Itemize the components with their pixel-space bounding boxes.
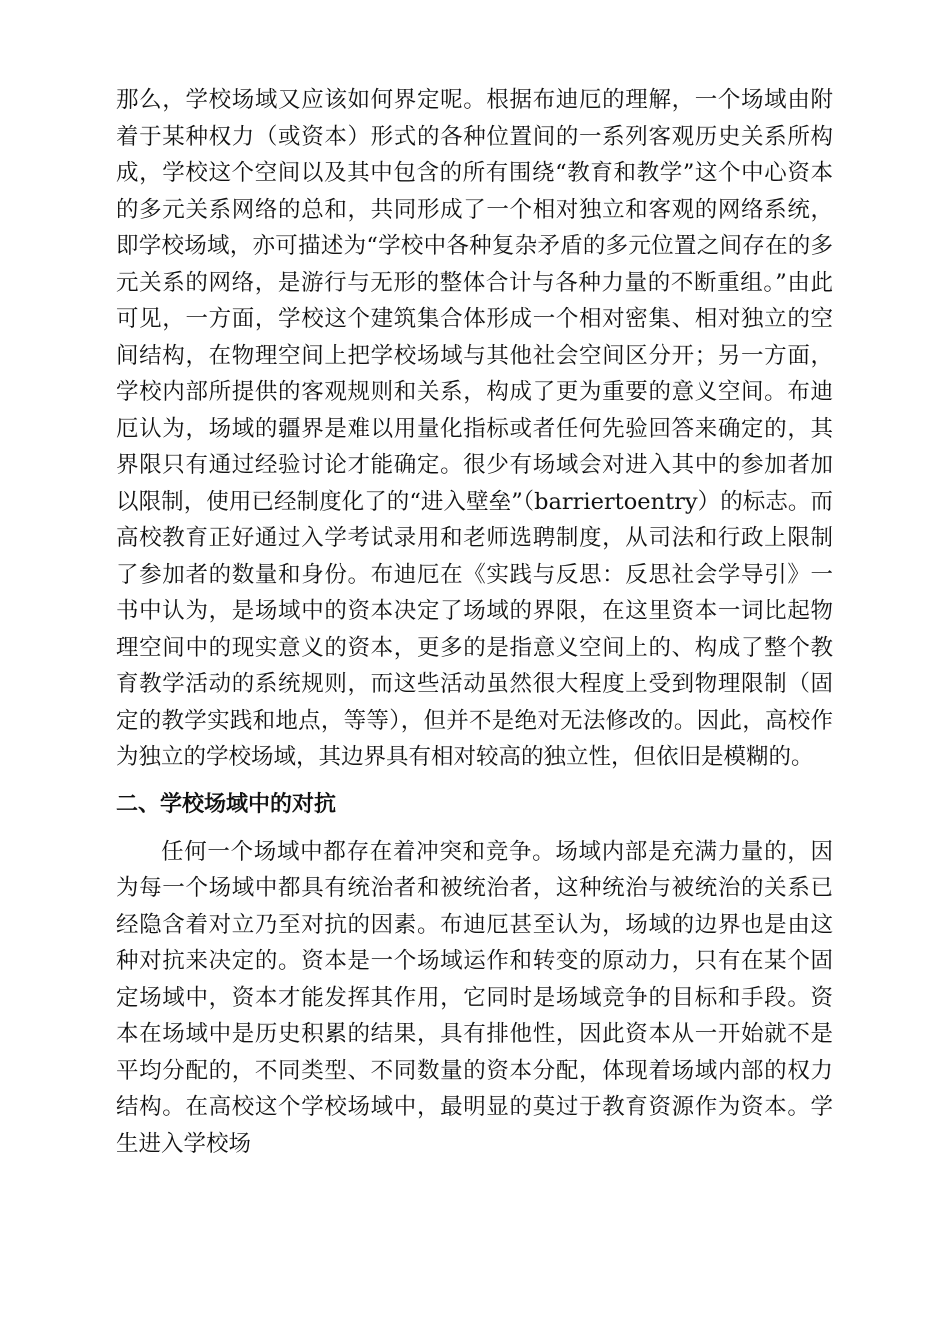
- body-paragraph: 那么，学校场域又应该如何界定呢。根据布迪厄的理解，一个场域由附着于某种权力（或资本）形式的各种位置间的一系列客观历史关系所构成，学校这个空间以及其中包含的所有围绕“教育和教学”这个中心资本的多元关系网络的总和，共同形成了一个相对独立和客观的网络系统，即学校场域，亦可描述为“学校中各种复杂矛盾的多元位置之间存在的多元关系的网络，是游行与无形的整体合计与各种力量的不断重组。”由此可见，一方面，学校这个建筑集合体形成一个相对密集、相对独立的空间结构，在物理空间上把学校场域与其他社会空间区分开；另一方面，学校内部所提供的客观规则和关系，构成了更为重要的意义空间。布迪厄认为，场域的疆界是难以用量化指标或者任何先验回答来确定的，其界限只有通过经验讨论才能确定。很少有场域会对进入其中的参加者加以限制，使用已经制度化了的“进入壁垒”（barriertoentry）的标志。而高校教育正好通过入学考试录用和老师选聘制度，从司法和行政上限制了参加者的数量和身份。布迪厄在《实践与反思：反思社会学导引》一书中认为，是场域中的资本决定了场域的界限，在这里资本一词比起物理空间中的现实意义的资本，更多的是指意义空间上的、构成了整个教育教学活动的系统规则，而这些活动虽然很大程度上受到物理限制（固定的教学实践和地点，等等），但并不是绝对无法修改的。因此，高校作为独立的学校场域，其边界具有相对较高的独立性，但依旧是模糊的。: [116, 87, 833, 770]
- document-body: [116, 82, 833, 1162]
- section-heading: 二、学校场域中的对抗: [116, 791, 337, 817]
- body-paragraph: 任何一个场域中都存在着冲突和竞争。场域内部是充满力量的，因为每一个场域中都具有统治者和被统治者，这种统治与被统治的关系已经隐含着对立乃至对抗的因素。布迪厄甚至认为，场域的边界也是由这种对抗来决定的。资本是一个场域运作和转变的原动力，只有在某个固定场域中，资本才能发挥其作用，它同时是场域竞争的目标和手段。资本在场域中是历史积累的结果，具有排他性，因此资本从一开始就不是平均分配的，不同类型、不同数量的资本分配，体现着场域内部的权力结构。在高校这个学校场域中，最明显的莫过于教育资源作为资本。学生进入学校场: [116, 838, 833, 1157]
